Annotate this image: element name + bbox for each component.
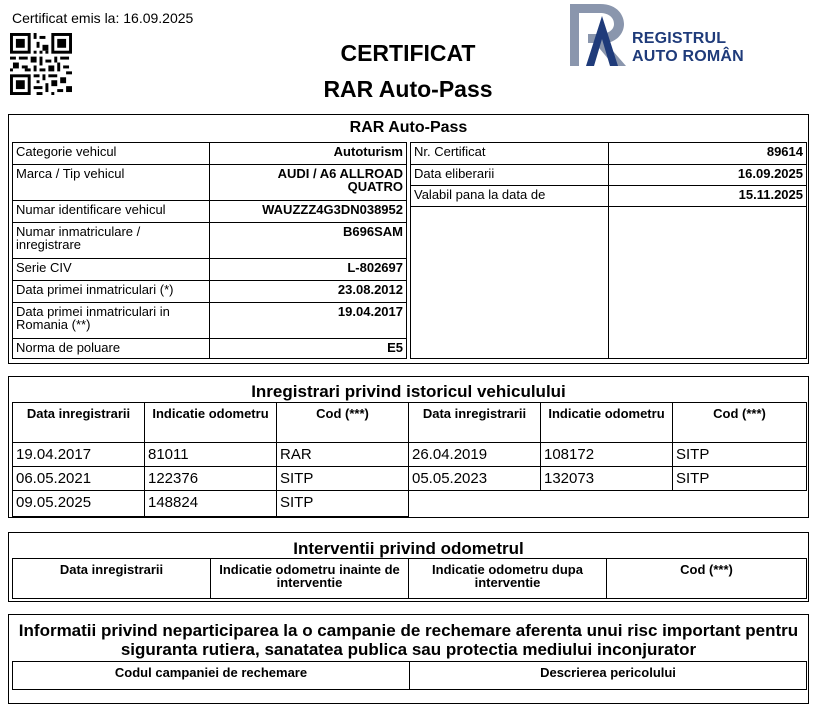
interventions-table (12, 558, 807, 599)
header-odometer: Indicatie odometru (145, 403, 277, 443)
page-title: CERTIFICAT (340, 40, 476, 66)
history-row (13, 467, 807, 491)
header-date: Data inregistrarii (13, 559, 211, 599)
empty-cell (609, 207, 807, 359)
history-date: 06.05.2021 (13, 467, 145, 491)
history-odometer: 132073 (541, 467, 673, 491)
vehicle-value: L-802697 (210, 259, 407, 281)
vehicle-label: Numar inmatriculare / inregistrare (13, 223, 210, 259)
vehicle-label: Categorie vehicul (13, 143, 210, 165)
empty-cell (409, 491, 541, 517)
certificate-label: Valabil pana la data de (411, 186, 609, 207)
certificate-label: Data eliberarii (411, 165, 609, 186)
certificate-empty-row (411, 207, 807, 359)
header-code: Cod (***) (607, 559, 807, 599)
vehicle-value: B696SAM (210, 223, 407, 259)
vehicle-row (13, 201, 407, 223)
vehicle-row (13, 303, 407, 339)
vehicle-row (13, 165, 407, 201)
history-code: SITP (277, 467, 409, 491)
history-table (12, 402, 807, 517)
header-odometer-after: Indicatie odometru dupa interventie (409, 559, 607, 599)
header-date: Data inregistrarii (13, 403, 145, 443)
history-row (13, 443, 807, 467)
history-code: SITP (673, 443, 807, 467)
history-section-title: Inregistrari privind istoricul vehiculului (251, 382, 566, 401)
history-date: 26.04.2019 (409, 443, 541, 467)
vehicle-row (13, 223, 407, 259)
recall-header-row (13, 662, 807, 690)
page-subtitle: RAR Auto-Pass (323, 76, 493, 102)
vehicle-label: Data primei inmatriculari in Romania (**) (13, 303, 210, 339)
vehicle-value: WAUZZZ4G3DN038952 (210, 201, 407, 223)
vehicle-label: Numar identificare vehicul (13, 201, 210, 223)
vehicle-value: AUDI / A6 ALLROAD QUATRO (210, 165, 407, 201)
vehicle-row (13, 281, 407, 303)
history-date: 09.05.2025 (13, 491, 145, 517)
certificate-value: 89614 (609, 143, 807, 165)
qr-code (10, 33, 72, 95)
recall-section-title: Informatii privind neparticiparea la o campanie de rechemare aferenta unui risc important pentru siguranta rutiera, sanatatea publica sau protectia mediului inconjurator (18, 621, 799, 659)
history-row (13, 491, 807, 517)
history-odometer: 148824 (145, 491, 277, 517)
header-campaign-code: Codul campaniei de rechemare (13, 662, 410, 690)
empty-cell (411, 207, 609, 359)
logo-line-2: AUTO ROMÂN (632, 48, 744, 65)
header-code: Cod (***) (277, 403, 409, 443)
history-code: SITP (277, 491, 409, 517)
header-date: Data inregistrarii (409, 403, 541, 443)
vehicle-label: Norma de poluare (13, 339, 210, 359)
certificate-value: 16.09.2025 (609, 165, 807, 186)
vehicle-row (13, 339, 407, 359)
rar-logo-icon (568, 2, 630, 68)
certificate-issued-date: Certificat emis la: 16.09.2025 (12, 10, 194, 26)
history-date: 19.04.2017 (13, 443, 145, 467)
history-code: SITP (673, 467, 807, 491)
interventions-section-title: Interventii privind odometrul (293, 539, 524, 558)
header-odometer-before: Indicatie odometru inainte de interventie (211, 559, 409, 599)
certificate-value: 15.11.2025 (609, 186, 807, 207)
vehicle-value: 19.04.2017 (210, 303, 407, 339)
header-hazard-description: Descrierea pericolului (410, 662, 807, 690)
header-code: Cod (***) (673, 403, 807, 443)
certificate-info-table (410, 142, 807, 359)
header-odometer: Indicatie odometru (541, 403, 673, 443)
empty-cell (541, 491, 673, 517)
certificate-row (411, 186, 807, 207)
certificate-row (411, 143, 807, 165)
history-odometer: 108172 (541, 443, 673, 467)
vehicle-value: Autoturism (210, 143, 407, 165)
history-header-row (13, 403, 807, 443)
rar-logo-text (632, 30, 744, 66)
vehicle-value: E5 (210, 339, 407, 359)
vehicle-value: 23.08.2012 (210, 281, 407, 303)
history-code: RAR (277, 443, 409, 467)
empty-cell (673, 491, 807, 517)
vehicle-row (13, 259, 407, 281)
certificate-label: Nr. Certificat (411, 143, 609, 165)
vehicle-label: Marca / Tip vehicul (13, 165, 210, 201)
certificate-row (411, 165, 807, 186)
recall-table (12, 661, 807, 690)
interventions-header-row (13, 559, 807, 599)
vehicle-label: Serie CIV (13, 259, 210, 281)
vehicle-row (13, 143, 407, 165)
vehicle-label: Data primei inmatriculari (*) (13, 281, 210, 303)
logo-line-1: REGISTRUL (632, 30, 727, 47)
history-date: 05.05.2023 (409, 467, 541, 491)
history-odometer: 81011 (145, 443, 277, 467)
vehicle-section-title: RAR Auto-Pass (349, 119, 468, 136)
history-odometer: 122376 (145, 467, 277, 491)
vehicle-details-table (12, 142, 407, 359)
